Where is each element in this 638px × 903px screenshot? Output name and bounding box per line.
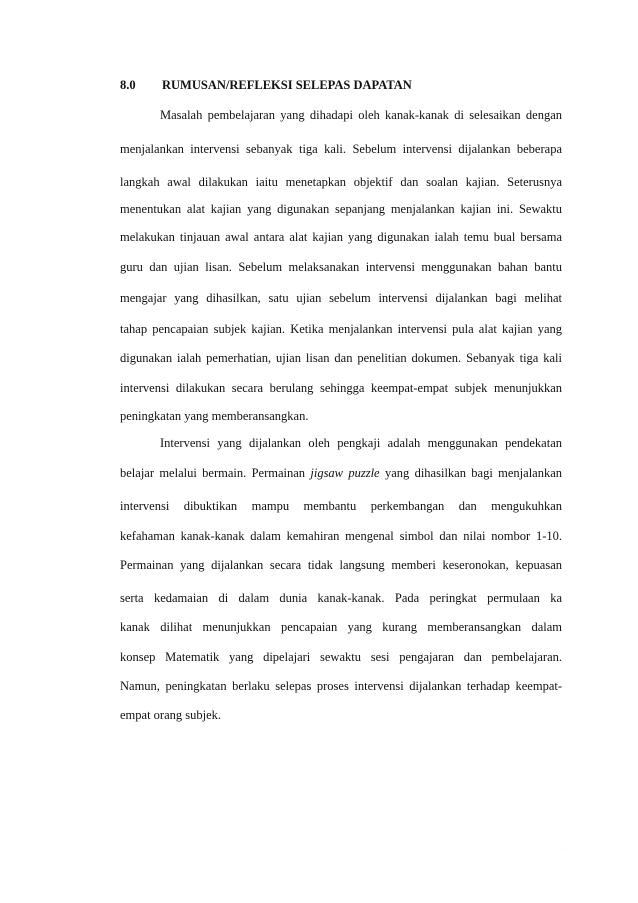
paragraph-1-line-7: mengajar yang dihasilkan, satu ujian sebelum intervensi dijalankan bagi melihat	[120, 291, 562, 305]
paragraph-2-line-2-after: yang dihasilkan bagi menjalankan	[384, 466, 563, 480]
page-number: ·	[562, 846, 564, 852]
paragraph-2-line-2	[120, 465, 562, 481]
paragraph-1-line-11: peningkatan yang memberansangkan.	[120, 409, 309, 423]
paragraph-1-line-5: melakukan tinjauan awal antara alat kajian yang digunakan ialah temu bual bersama	[120, 230, 562, 244]
jigsaw-puzzle-term: jigsaw puzzle	[310, 466, 380, 480]
paragraph-2-line-8: konsep Matematik yang dipelajari sewaktu sesi pengajaran dan pembelajaran.	[120, 650, 562, 664]
paragraph-2-line-3: intervensi dibuktikan mampu membantu perkembangan dan mengukuhkan	[120, 499, 562, 513]
paragraph-2-line-6: serta kedamaian di dalam dunia kanak-kanak. Pada peringkat permulaan ka	[120, 591, 562, 605]
paragraph-2-line-7: kanak dilihat menunjukkan pencapaian yang kurang memberansangkan dalam	[120, 620, 562, 634]
paragraph-1-line-1: Masalah pembelajaran yang dihadapi oleh kanak-kanak di selesaikan dengan	[160, 108, 562, 122]
paragraph-2-line-2-before: belajar melalui bermain. Permainan	[120, 466, 306, 480]
paragraph-1-line-3: langkah awal dilakukan iaitu menetapkan objektif dan soalan kajian. Seterusnya	[120, 175, 562, 189]
paragraph-2-line-9: Namun, peningkatan berlaku selepas proses intervensi dijalankan terhadap keempat-	[120, 679, 562, 693]
paragraph-2-line-4: kefahaman kanak-kanak dalam kemahiran mengenal simbol dan nilai nombor 1-10.	[120, 529, 562, 543]
paragraph-2-line-10: empat orang subjek.	[120, 708, 222, 722]
paragraph-1-line-9: digunakan ialah pemerhatian, ujian lisan dan penelitian dokumen. Sebanyak tiga kali	[120, 351, 562, 365]
paragraph-1-line-2: menjalankan intervensi sebanyak tiga kali. Sebelum intervensi dijalankan beberapa	[120, 142, 562, 156]
section-number: 8.0	[120, 78, 136, 92]
paragraph-1-line-8: tahap pencapaian subjek kajian. Ketika menjalankan intervensi pula alat kajian yang	[120, 322, 562, 336]
section-heading	[120, 78, 412, 93]
section-title: RUMUSAN/REFLEKSI SELEPAS DAPATAN	[162, 78, 412, 92]
paragraph-2-line-1: Intervensi yang dijalankan oleh pengkaji adalah menggunakan pendekatan	[160, 436, 562, 450]
paragraph-2-line-5: Permainan yang dijalankan secara tidak langsung memberi keseronokan, kepuasan	[120, 558, 562, 572]
paragraph-1-line-4: menentukan alat kajian yang digunakan sepanjang menjalankan kajian ini. Sewaktu	[120, 202, 562, 216]
paragraph-1-line-10: intervensi dilakukan secara berulang sehingga keempat-empat subjek menunjukkan	[120, 381, 562, 395]
paragraph-1-line-6: guru dan ujian lisan. Sebelum melaksanakan intervensi menggunakan bahan bantu	[120, 260, 562, 274]
